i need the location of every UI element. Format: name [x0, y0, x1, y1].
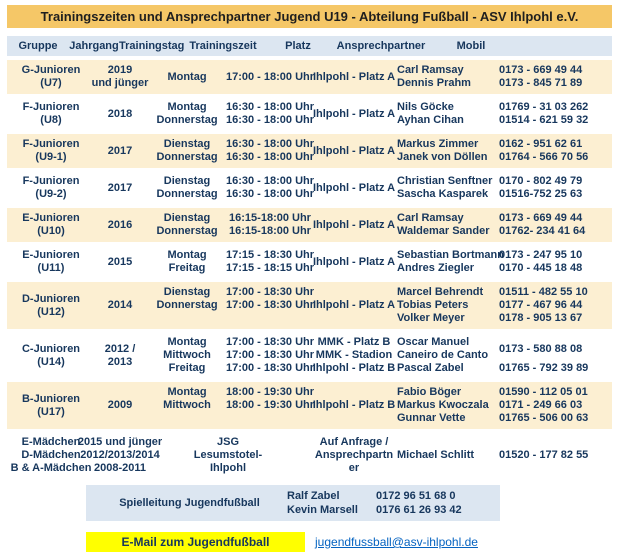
spielleitung-label: Spielleitung Jugendfußball: [119, 497, 260, 509]
row-phones-cell: [499, 249, 609, 275]
row-group-cell-line: C-Junioren: [21, 342, 81, 355]
row-contacts-cell: [397, 175, 499, 201]
table-row: [7, 208, 612, 242]
row-phones-cell-line: 0177 - 467 96 44: [499, 299, 583, 311]
column-header-mobil: Mobil: [456, 40, 486, 52]
row-jahrgang-cell-line: 2016: [107, 218, 133, 231]
row-group-cell-line: D-Junioren: [21, 292, 81, 305]
row-group-cell-line: B & A-Mädchen: [10, 462, 92, 474]
row-phones-cell-line: 01762- 234 41 64: [499, 225, 586, 237]
row-contacts-cell: [397, 336, 499, 375]
row-contacts-cell-line: Waldemar Sander: [397, 225, 490, 237]
spielleitung-name: Ralf Zabel: [287, 490, 340, 502]
row-days-cell-line: Donnerstag: [156, 114, 218, 126]
row-platz-cell-line: Ihlpohl - Platz A: [312, 218, 396, 231]
row-group-cell: [7, 386, 95, 425]
row-platz-cell-line: Ihlpohl - Platz A: [312, 181, 396, 194]
row-platz-cell: [311, 336, 397, 375]
row-times-cell: [225, 386, 315, 425]
row-phones-cell-line: 0173 - 669 49 44: [499, 212, 583, 224]
row-jahrgang-cell: [95, 175, 145, 201]
row-times-cell-line: 17:00 - 18:30 Uhr: [225, 349, 315, 361]
row-group-cell-line: F-Junioren: [22, 138, 80, 150]
row-group-cell-line: B-Junioren: [21, 392, 81, 405]
row-platz-cell-line: Ihlpohl - Platz B: [312, 399, 396, 411]
row-phones-cell-line: 0162 - 951 62 61: [499, 138, 583, 150]
row-times-cell: [225, 101, 315, 127]
row-days-cell-line: Donnerstag: [156, 299, 218, 311]
row-contacts-cell: [397, 138, 499, 164]
row-days-cell-line: Donnerstag: [156, 225, 218, 237]
row-times-cell-line: 16:30 - 18:00 Uhr: [225, 101, 315, 113]
row-phones-cell-line: 0173 - 247 95 10: [499, 249, 583, 261]
row-platz-cell-line: Auf Anfrage /: [319, 436, 389, 448]
row-days-cell-line: Montag: [167, 70, 207, 83]
column-header-gruppe: Gruppe: [18, 40, 58, 52]
row-jahrgang-cell: [95, 386, 145, 425]
row-times-cell: [229, 212, 311, 238]
row-jahrgang-cell-line: 2009: [107, 399, 133, 411]
row-group-cell: [7, 336, 95, 375]
row-times-cell: [225, 138, 315, 164]
row-platz-cell: [311, 175, 397, 201]
row-days-cell: [145, 336, 229, 375]
row-times-cell-line: 17:00 - 18:30 Uhr: [225, 336, 315, 348]
column-header-platz: Platz: [285, 40, 311, 52]
table-row: [7, 332, 612, 379]
row-days-cell-line: Montag: [167, 101, 207, 113]
row-times-cell: [225, 175, 315, 201]
row-days-cell-line: Mittwoch: [163, 399, 211, 411]
row-group-cell-line: (U7): [40, 77, 62, 89]
row-phones-cell-line: 01516-752 25 63: [499, 188, 583, 200]
table-row: [7, 171, 612, 205]
row-platz-cell: [311, 436, 397, 475]
spielleitung-box: [86, 485, 500, 521]
spielleitung-phone: 0172 96 51 68 0: [376, 490, 456, 502]
row-times-cell-line: 17:00 - 18:30 Uhr: [225, 362, 315, 374]
row-phones-cell: [499, 386, 609, 425]
row-days-cell: [145, 212, 229, 238]
row-contacts-cell-line: Oscar Manuel: [397, 336, 470, 348]
row-phones-cell: [499, 101, 609, 127]
row-contacts-cell-line: Carl Ramsay: [397, 64, 464, 76]
row-contacts-cell-line: Ayhan Cihan: [397, 114, 464, 126]
row-days-cell-line: Dienstag: [163, 175, 211, 187]
row-times-cell-line: 17:00 - 18:30 Uhr: [225, 286, 315, 298]
row-group-cell-line: (U9-1): [35, 151, 67, 163]
row-jahrgang-cell: [95, 138, 145, 164]
row-times-cell-line: 16:30 - 18:00 Uhr: [225, 114, 315, 126]
row-contacts-cell-line: Andres Ziegler: [397, 262, 475, 274]
row-platz-cell-line: Ihlpohl - Platz A: [312, 70, 396, 83]
row-contacts-cell-line: Dennis Prahm: [397, 77, 471, 89]
row-phones-cell: [499, 286, 609, 325]
row-jahrgang-cell-line: 2018: [107, 107, 133, 120]
row-contacts-cell-line: Carl Ramsay: [397, 212, 464, 224]
row-phones-cell-line: 0170 - 802 49 79: [499, 175, 583, 187]
row-times-cell: [225, 336, 315, 375]
spielleitung-phone: 0176 61 26 93 42: [376, 504, 462, 516]
row-contacts-cell-line: Michael Schlitt: [397, 449, 475, 461]
row-platz-cell-line: er: [348, 462, 360, 474]
row-contacts-cell-line: Janek von Döllen: [397, 151, 488, 163]
row-platz-cell: [311, 249, 397, 275]
row-contacts-cell-line: Pascal Zabel: [397, 362, 464, 374]
row-times-cell-line: 16:30 - 18:00 Uhr: [225, 175, 315, 187]
row-phones-cell: [499, 212, 609, 238]
column-header-trainingstag: Trainingstag: [119, 40, 185, 52]
row-days-cell: [145, 64, 229, 90]
row-contacts-cell: [397, 249, 504, 275]
row-days-cell-line: Montag: [167, 249, 207, 261]
row-jahrgang-cell: [95, 336, 145, 375]
table-row: [7, 60, 612, 94]
row-group-cell-line: (U11): [37, 262, 65, 274]
column-header-trainingszeit: Trainingszeit: [189, 40, 257, 52]
row-contacts-cell: [397, 386, 499, 425]
row-phones-cell-line: 0173 - 845 71 89: [499, 77, 583, 89]
row-phones-cell: [499, 138, 609, 164]
row-times-cell-line: 16:30 - 18:00 Uhr: [225, 138, 315, 150]
row-contacts-cell: [397, 436, 499, 475]
row-group-cell-line: F-Junioren: [22, 175, 80, 187]
table-row: [7, 134, 612, 168]
row-platz-cell-line: MMK - Stadion: [315, 349, 393, 361]
table-row: [7, 97, 612, 131]
email-row: [7, 532, 612, 552]
row-platz-cell-line: Ihlpohl - Platz A: [312, 255, 396, 268]
row-times-cell-line: 16:15-18:00 Uhr: [229, 225, 311, 237]
row-phones-cell-line: 0173 - 580 88 08: [499, 342, 583, 355]
row-platz-cell-line: Ansprechpartn: [314, 449, 394, 461]
row-jahrgang-cell-line: 2008-2011: [94, 462, 146, 474]
row-group-cell: [7, 175, 95, 201]
row-times-cell-line: 18:00 - 19:30 Uhr: [225, 386, 315, 398]
row-group-cell-line: E-Mädchen: [21, 436, 81, 448]
row-phones-cell-line: 01765 - 506 00 63: [499, 412, 589, 424]
row-times-cell-line: 17:15 - 18:30 Uhr: [225, 249, 315, 261]
row-contacts-cell-line: Christian Senftner: [397, 175, 493, 187]
row-times-cell-line: 16:30 - 18:00 Uhr: [225, 188, 315, 200]
row-group-cell: [7, 286, 95, 325]
row-phones-cell-line: 01590 - 112 05 01: [499, 386, 588, 398]
row-contacts-cell-line: Sebastian Bortmann: [397, 249, 504, 261]
row-platz-cell: [311, 212, 397, 238]
row-group-cell-line: F-Junioren: [22, 101, 80, 113]
row-phones-cell-line: 0170 - 445 18 48: [499, 262, 583, 274]
row-contacts-cell: [397, 212, 499, 238]
row-group-cell: [7, 249, 95, 275]
row-contacts-cell-line: Markus Kwoczala: [397, 399, 489, 411]
row-group-cell-line: G-Junioren: [21, 64, 81, 76]
row-times-cell: [225, 286, 315, 325]
row-group-cell-line: E-Junioren: [22, 212, 80, 224]
row-jahrgang-cell-line: 2019: [107, 64, 133, 76]
row-days-cell-line: Freitag: [168, 362, 206, 374]
row-contacts-cell-line: Sascha Kasparek: [397, 188, 489, 200]
row-contacts-cell-line: Fabio Böger: [397, 386, 462, 398]
row-jahrgang-cell-line: 2017: [107, 181, 133, 194]
row-group-cell: [7, 101, 95, 127]
row-jahrgang-cell: [77, 436, 163, 475]
row-times-cell-line: 16:30 - 18:00 Uhr: [225, 151, 315, 163]
email-link[interactable]: jugendfussball@asv-ihlpohl.de: [315, 535, 478, 549]
row-jahrgang-cell: [95, 212, 145, 238]
row-contacts-cell-line: Nils Göcke: [397, 101, 454, 113]
row-group-cell-line: E-Junioren: [22, 249, 80, 261]
page-title: Trainingszeiten und Ansprechpartner Jugend U19 - Abteilung Fußball - ASV Ihlpohl e.V.: [7, 5, 612, 28]
row-times-cell-line: 17:15 - 18:15 Uhr: [225, 262, 315, 274]
row-phones-cell: [499, 436, 609, 475]
row-jahrgang-cell: [95, 286, 145, 325]
row-contacts-cell-line: Tobias Peters: [397, 299, 469, 311]
row-group-cell-line: (U10): [37, 225, 65, 237]
table-row: [7, 382, 612, 429]
row-days-cell-line: Dienstag: [163, 286, 211, 298]
spielleitung-phones-cell: [376, 489, 494, 517]
row-phones-cell: [499, 175, 609, 201]
table-row: [7, 245, 612, 279]
table-header: [7, 36, 612, 56]
row-phones-cell-line: 01511 - 482 55 10: [499, 286, 588, 298]
table-body: [7, 60, 612, 479]
row-days-cell: [145, 249, 229, 275]
row-times-cell-line: 18:00 - 19:30 Uhr: [225, 399, 315, 411]
row-platz-cell-line: Ihlpohl - Platz A: [312, 107, 396, 120]
row-group-cell-line: (U14): [37, 355, 65, 368]
row-jahrgang-cell-line: 2012/2013/2014: [80, 449, 160, 461]
row-jahrgang-cell-line: 2015: [107, 255, 133, 268]
row-platz-cell-line: Ihlpohl - Platz A: [312, 299, 396, 311]
row-jahrgang-cell-line: 2014: [107, 299, 133, 311]
row-group-cell-line: (U9-2): [35, 188, 67, 200]
row-group-cell: [7, 138, 95, 164]
row-days-cell-line: Donnerstag: [156, 188, 218, 200]
row-contacts-cell: [397, 286, 499, 325]
table-row-maedchen: [7, 432, 612, 479]
row-platz-cell: [311, 138, 397, 164]
row-contacts-cell-line: Marcel Behrendt: [397, 286, 484, 298]
row-jahrgang-cell-line: 2015 und jünger: [77, 436, 163, 448]
row-jahrgang-cell-line: 2017: [107, 144, 133, 157]
row-times-cell-line: 17:00 - 18:30 Uhr: [225, 299, 315, 311]
row-jahrgang-cell-line: 2012 /: [104, 342, 136, 355]
row-contacts-cell-line: Markus Zimmer: [397, 138, 479, 150]
row-times-cell: [225, 249, 315, 275]
row-contacts-cell-line: Gunnar Vette: [397, 412, 466, 424]
spielleitung-names-cell: [287, 489, 376, 517]
row-jsg-cell-line: Lesumstotel-: [193, 449, 263, 461]
row-jsg-cell-line: JSG: [216, 436, 239, 448]
row-contacts-cell-line: Caneiro de Canto: [397, 349, 489, 361]
row-phones-cell-line: 01765 - 792 39 89: [499, 362, 589, 374]
email-button[interactable]: E-Mail zum Jugendfußball: [86, 532, 305, 552]
row-group-cell-line: (U12): [37, 305, 65, 318]
row-phones-cell: [499, 64, 609, 90]
row-days-cell: [145, 138, 229, 164]
row-platz-cell: [311, 286, 397, 325]
row-days-cell-line: Donnerstag: [156, 151, 218, 163]
row-platz-cell-line: MMK - Platz B: [317, 336, 391, 348]
spielleitung-label-cell: [92, 489, 287, 517]
row-days-cell-line: Dienstag: [163, 138, 211, 150]
row-phones-cell-line: 0178 - 905 13 67: [499, 312, 583, 324]
spielleitung-name: Kevin Marsell: [287, 504, 358, 516]
row-days-cell: [145, 101, 229, 127]
row-platz-cell-line: Ihlpohl - Platz A: [312, 144, 396, 157]
row-contacts-cell: [397, 64, 499, 90]
row-jahrgang-cell: [95, 101, 145, 127]
row-times-cell-line: 16:15-18:00 Uhr: [229, 212, 311, 224]
row-phones-cell-line: 01764 - 566 70 56: [499, 151, 589, 163]
row-group-cell: [7, 64, 95, 90]
row-jahrgang-cell: [91, 64, 149, 90]
row-days-cell-line: Mittwoch: [163, 349, 211, 361]
row-phones-cell-line: 0173 - 669 49 44: [499, 64, 583, 76]
row-jahrgang-cell: [95, 249, 145, 275]
row-times-cell: [225, 64, 315, 90]
row-platz-cell-line: Ihlpohl - Platz B: [312, 362, 396, 374]
row-jsg-cell: [145, 436, 311, 475]
row-platz-cell: [311, 64, 397, 90]
column-header-ansprechpartner: Ansprechpartner: [336, 40, 426, 52]
row-days-cell-line: Montag: [167, 386, 207, 398]
row-days-cell-line: Montag: [167, 336, 207, 348]
row-days-cell-line: Freitag: [168, 262, 206, 274]
row-jahrgang-cell-line: 2013: [107, 355, 133, 368]
row-group-cell: [7, 212, 95, 238]
row-platz-cell: [311, 101, 397, 127]
row-days-cell: [145, 175, 229, 201]
row-phones-cell-line: 01520 - 177 82 55: [499, 449, 589, 461]
row-group-cell-line: D-Mädchen: [21, 449, 81, 461]
row-times-cell-line: 17:00 - 18:00 Uhr: [225, 70, 315, 83]
row-group-cell-line: (U8): [40, 114, 62, 126]
column-header-jahrgang: Jahrgang: [69, 40, 119, 52]
row-contacts-cell-line: Volker Meyer: [397, 312, 465, 324]
table-row: [7, 282, 612, 329]
row-phones-cell-line: 01514 - 621 59 32: [499, 114, 589, 126]
row-group-cell-line: (U17): [37, 405, 65, 418]
row-platz-cell: [311, 386, 397, 425]
row-days-cell-line: Dienstag: [163, 212, 211, 224]
row-phones-cell-line: 01769 - 31 03 262: [499, 101, 589, 113]
row-phones-cell-line: 0171 - 249 66 03: [499, 399, 583, 411]
row-days-cell: [145, 386, 229, 425]
row-jsg-cell-line: Ihlpohl: [209, 462, 247, 474]
row-days-cell: [145, 286, 229, 325]
row-jahrgang-cell-line: und jünger: [91, 77, 149, 89]
row-contacts-cell: [397, 101, 499, 127]
row-phones-cell: [499, 336, 609, 375]
